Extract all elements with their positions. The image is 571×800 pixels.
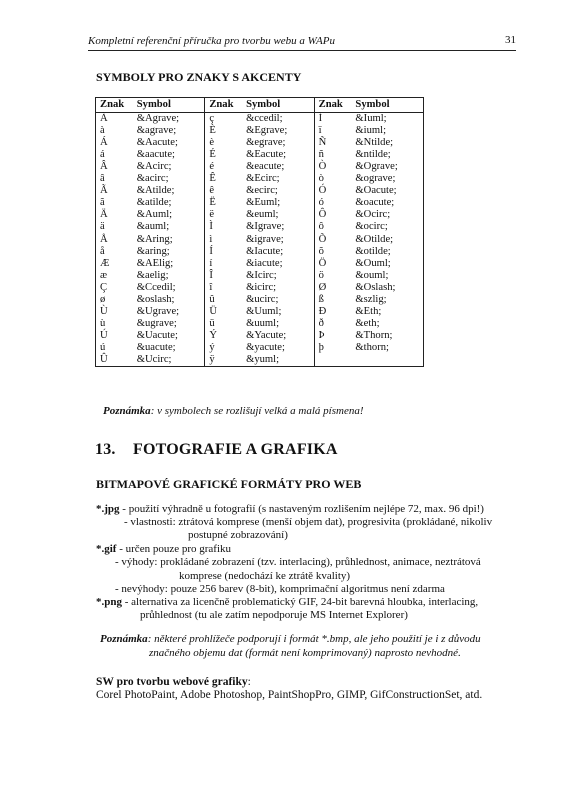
symbol-cell: &Ecirc;: [246, 173, 280, 185]
char-cell: Ì: [314, 113, 355, 126]
char-cell: Æ: [96, 258, 137, 270]
col-header-char: Znak: [96, 98, 137, 113]
char-cell: Î: [205, 270, 246, 282]
char-cell: Ü: [205, 306, 246, 318]
char-cell: Ð: [314, 306, 355, 318]
char-cell: Ú: [96, 330, 137, 342]
char-cell: å: [96, 246, 137, 258]
char-cell: õ: [314, 246, 355, 258]
symbol-cell: &uuml;: [246, 317, 280, 329]
char-cell: Ò: [314, 161, 355, 173]
symbol-cell: &acirc;: [136, 173, 169, 185]
page-number: 31: [505, 34, 516, 46]
symbol-cell: &Ucirc;: [137, 354, 205, 367]
symbol-cell: &eacute;: [246, 161, 285, 173]
table-row: [96, 197, 424, 209]
symbol-cell: &AElig;: [136, 257, 174, 269]
symbol-cell: &Acirc;: [136, 161, 172, 173]
list-item: *.gif - určen pouze pro grafiku: [96, 543, 232, 555]
note-label: Poznámka: [100, 633, 148, 645]
char-cell: à: [96, 125, 137, 137]
symbol-cell: &Ccedil;: [136, 281, 176, 293]
symbol-cell: &aring;: [136, 245, 170, 257]
symbol-cell: &Eacute;: [246, 149, 287, 161]
char-cell: þ: [314, 342, 355, 354]
chapter-heading: [95, 441, 338, 459]
table-row: [96, 306, 424, 318]
symbol-cell: &yacute;: [246, 341, 285, 353]
char-cell: ã: [96, 197, 137, 209]
symbol-cell: &Euml;: [246, 197, 281, 209]
char-cell: Ó: [314, 185, 355, 197]
symbol-cell: &ugrave;: [136, 317, 177, 329]
symbol-cell: &Oslash;: [355, 282, 423, 294]
table-body: [96, 113, 424, 367]
char-cell: Ë: [205, 197, 246, 209]
table-row: [96, 282, 424, 294]
note-text: : některé prohlížeče podporují i formát *.bmp, ale jeho použití je i z důvodu: [147, 633, 481, 645]
accent-symbols-table: [95, 97, 424, 367]
symbol-cell: &eth;: [355, 318, 423, 330]
char-cell: ú: [96, 342, 137, 354]
char-cell: É: [205, 149, 246, 161]
symbol-cell: &otilde;: [355, 246, 423, 258]
symbol-cell: &yuml;: [246, 354, 314, 367]
char-cell: ê: [205, 185, 246, 197]
col-header-char: Znak: [205, 98, 246, 113]
symbol-cell: &Ouml;: [355, 258, 423, 270]
symbol-cell: &igrave;: [246, 233, 284, 245]
symbol-cell: &atilde;: [136, 197, 172, 209]
char-cell: ÿ: [205, 354, 246, 367]
char-cell: á: [96, 149, 137, 161]
char-cell: û: [205, 294, 246, 306]
char-cell: Ø: [314, 282, 355, 294]
symbol-cell: &ocirc;: [355, 221, 423, 233]
char-cell: ø: [96, 294, 137, 306]
symbol-cell: &ecirc;: [246, 185, 278, 197]
list-item: komprese (nedochází ke ztrátě kvality): [179, 570, 351, 582]
char-cell: È: [205, 125, 246, 137]
symbol-cell: &oacute;: [355, 197, 423, 209]
symbol-cell: &iacute;: [246, 257, 283, 269]
symbol-cell: &ntilde;: [355, 149, 423, 161]
symbol-cell: &iuml;: [355, 125, 423, 137]
char-cell: Ô: [314, 209, 355, 221]
col-header-symbol: Symbol: [355, 98, 423, 113]
char-cell: ò: [314, 173, 355, 185]
table-row: [96, 125, 424, 137]
symbol-cell: &euml;: [246, 209, 279, 221]
sw-section-title: SW pro tvorbu webové grafiky:: [96, 676, 251, 688]
symbol-cell: &ucirc;: [246, 293, 279, 305]
list-item: *.png - alternativa za licenčně problematický GIF, 24-bit barevná hloubka, interlacing,: [96, 596, 479, 608]
table-row: [96, 318, 424, 330]
char-cell: Â: [96, 161, 137, 173]
char-cell: [314, 354, 355, 367]
chapter-number: 13.: [95, 441, 116, 458]
table-row: [96, 270, 424, 282]
char-cell: Ã: [96, 185, 137, 197]
list-item: - výhody: prokládané zobrazení (tzv. interlacing), průhlednost, animace, neztrátová: [115, 556, 481, 568]
char-cell: ü: [205, 318, 246, 330]
char-cell: ß: [314, 294, 355, 306]
symbol-cell: &Egrave;: [246, 125, 288, 137]
symbol-cell: &Icirc;: [246, 269, 277, 281]
bitmap-section-title: BITMAPOVÉ GRAFICKÉ FORMÁTY PRO WEB: [96, 477, 362, 491]
symbol-cell: &Yacute;: [246, 329, 287, 341]
symbol-cell: &aelig;: [136, 269, 169, 281]
note-text: : v symbolech se rozlišují velká a malá písmena!: [150, 405, 364, 417]
page-header: [88, 34, 516, 51]
symbol-cell: &agrave;: [136, 125, 177, 137]
char-cell: ý: [205, 342, 246, 354]
symbol-cell: &Iacute;: [246, 245, 284, 257]
table-row: [96, 149, 424, 161]
header-title: Kompletní referenční příručka pro tvorbu webu a WAPu: [88, 35, 335, 47]
symbol-cell: [355, 354, 423, 367]
list-item: - nevýhody: pouze 256 barev (8-bit), komprimační algoritmus není zdarma: [115, 583, 445, 595]
symbol-cell: &ccedil;: [246, 113, 283, 125]
char-cell: ç: [205, 113, 246, 126]
table-row: [96, 137, 424, 149]
char-cell: ñ: [314, 149, 355, 161]
symbol-cell: &aacute;: [136, 149, 175, 161]
symbol-cell: &Ugrave;: [136, 305, 180, 317]
table-row: [96, 209, 424, 221]
table-row: [96, 234, 424, 246]
char-cell: í: [205, 258, 246, 270]
char-cell: â: [96, 173, 137, 185]
symbol-cell: &auml;: [136, 221, 170, 233]
table-row: [96, 221, 424, 233]
char-cell: À: [96, 113, 137, 126]
char-cell: ì: [205, 234, 246, 246]
list-item: průhlednost (tu ale zatím nepodporuje MS Internet Explorer): [140, 609, 408, 621]
list-item: - vlastnosti: ztrátová komprese (menší objem dat), progresivita (prokládané, nikoliv: [124, 516, 493, 528]
col-header-char: Znak: [314, 98, 355, 113]
symbol-cell: &Thorn;: [355, 330, 423, 342]
char-cell: Û: [96, 354, 137, 367]
symbol-cell: &Uuml;: [246, 305, 282, 317]
char-cell: Ç: [96, 282, 137, 294]
char-cell: Ä: [96, 209, 137, 221]
symbol-cell: &Auml;: [136, 209, 173, 221]
table-header-row: [96, 98, 424, 113]
symbol-cell: &oslash;: [136, 293, 175, 305]
symbol-cell: &egrave;: [246, 137, 286, 149]
char-cell: ë: [205, 209, 246, 221]
col-header-symbol: Symbol: [137, 98, 205, 113]
symbol-cell: &Eth;: [355, 306, 423, 318]
char-cell: Ý: [205, 330, 246, 342]
symbol-cell: &Ntilde;: [355, 137, 423, 149]
table-row: [96, 173, 424, 185]
bitmap-note-continued: značného objemu dat (formát není komprimovaný) naprosto nevhodné.: [149, 647, 461, 659]
symbol-cell: &ouml;: [355, 270, 423, 282]
char-cell: Å: [96, 234, 137, 246]
table-row: [96, 354, 424, 367]
symbol-cell: &Otilde;: [355, 234, 423, 246]
char-cell: ö: [314, 270, 355, 282]
char-cell: Ö: [314, 258, 355, 270]
char-cell: æ: [96, 270, 137, 282]
symbol-cell: &ograve;: [355, 173, 423, 185]
symbols-note: [103, 405, 364, 417]
note-label: Poznámka: [103, 405, 151, 417]
char-cell: ð: [314, 318, 355, 330]
symbol-cell: &uacute;: [136, 341, 176, 353]
table-row: [96, 294, 424, 306]
symbol-cell: &Oacute;: [355, 185, 423, 197]
list-item: *.jpg - použití výhradně u fotografií (s nastaveným rozlišením nejlépe 72, max. 96 dpi!): [96, 503, 484, 515]
symbol-cell: &szlig;: [355, 294, 423, 306]
symbols-section-title: SYMBOLY PRO ZNAKY S AKCENTY: [96, 70, 302, 84]
table-row: [96, 342, 424, 354]
symbol-cell: &Igrave;: [246, 221, 285, 233]
symbol-cell: &Atilde;: [136, 185, 175, 197]
bitmap-note: [100, 633, 481, 645]
symbol-cell: &Aacute;: [136, 137, 178, 149]
symbol-cell: &Uacute;: [136, 329, 178, 341]
char-cell: é: [205, 161, 246, 173]
symbol-cell: &thorn;: [355, 342, 423, 354]
table-row: [96, 185, 424, 197]
char-cell: î: [205, 282, 246, 294]
char-cell: Í: [205, 246, 246, 258]
sw-list: Corel PhotoPaint, Adobe Photoshop, PaintShopPro, GIMP, GifConstructionSet, atd.: [96, 689, 483, 701]
symbol-cell: &icirc;: [246, 281, 277, 293]
table-row: [96, 258, 424, 270]
char-cell: Þ: [314, 330, 355, 342]
char-cell: Ù: [96, 306, 137, 318]
list-item: postupné zobrazování): [188, 529, 288, 541]
table-row: [96, 246, 424, 258]
symbol-cell: &Agrave;: [136, 113, 180, 125]
char-cell: ô: [314, 221, 355, 233]
char-cell: Ê: [205, 173, 246, 185]
char-cell: Ñ: [314, 137, 355, 149]
char-cell: ä: [96, 221, 137, 233]
char-cell: ó: [314, 197, 355, 209]
symbol-cell: &Aring;: [136, 233, 173, 245]
char-cell: Ì: [205, 221, 246, 233]
symbol-cell: &Ograve;: [355, 161, 423, 173]
table-row: [96, 330, 424, 342]
table-row: [96, 113, 424, 126]
table-row: [96, 161, 424, 173]
symbol-cell: &Ocirc;: [355, 209, 423, 221]
col-header-symbol: Symbol: [246, 98, 314, 113]
char-cell: Á: [96, 137, 137, 149]
char-cell: ù: [96, 318, 137, 330]
char-cell: è: [205, 137, 246, 149]
chapter-title: FOTOGRAFIE A GRAFIKA: [133, 441, 338, 458]
char-cell: ï: [314, 125, 355, 137]
symbol-cell: &Iuml;: [355, 113, 423, 126]
char-cell: Õ: [314, 234, 355, 246]
